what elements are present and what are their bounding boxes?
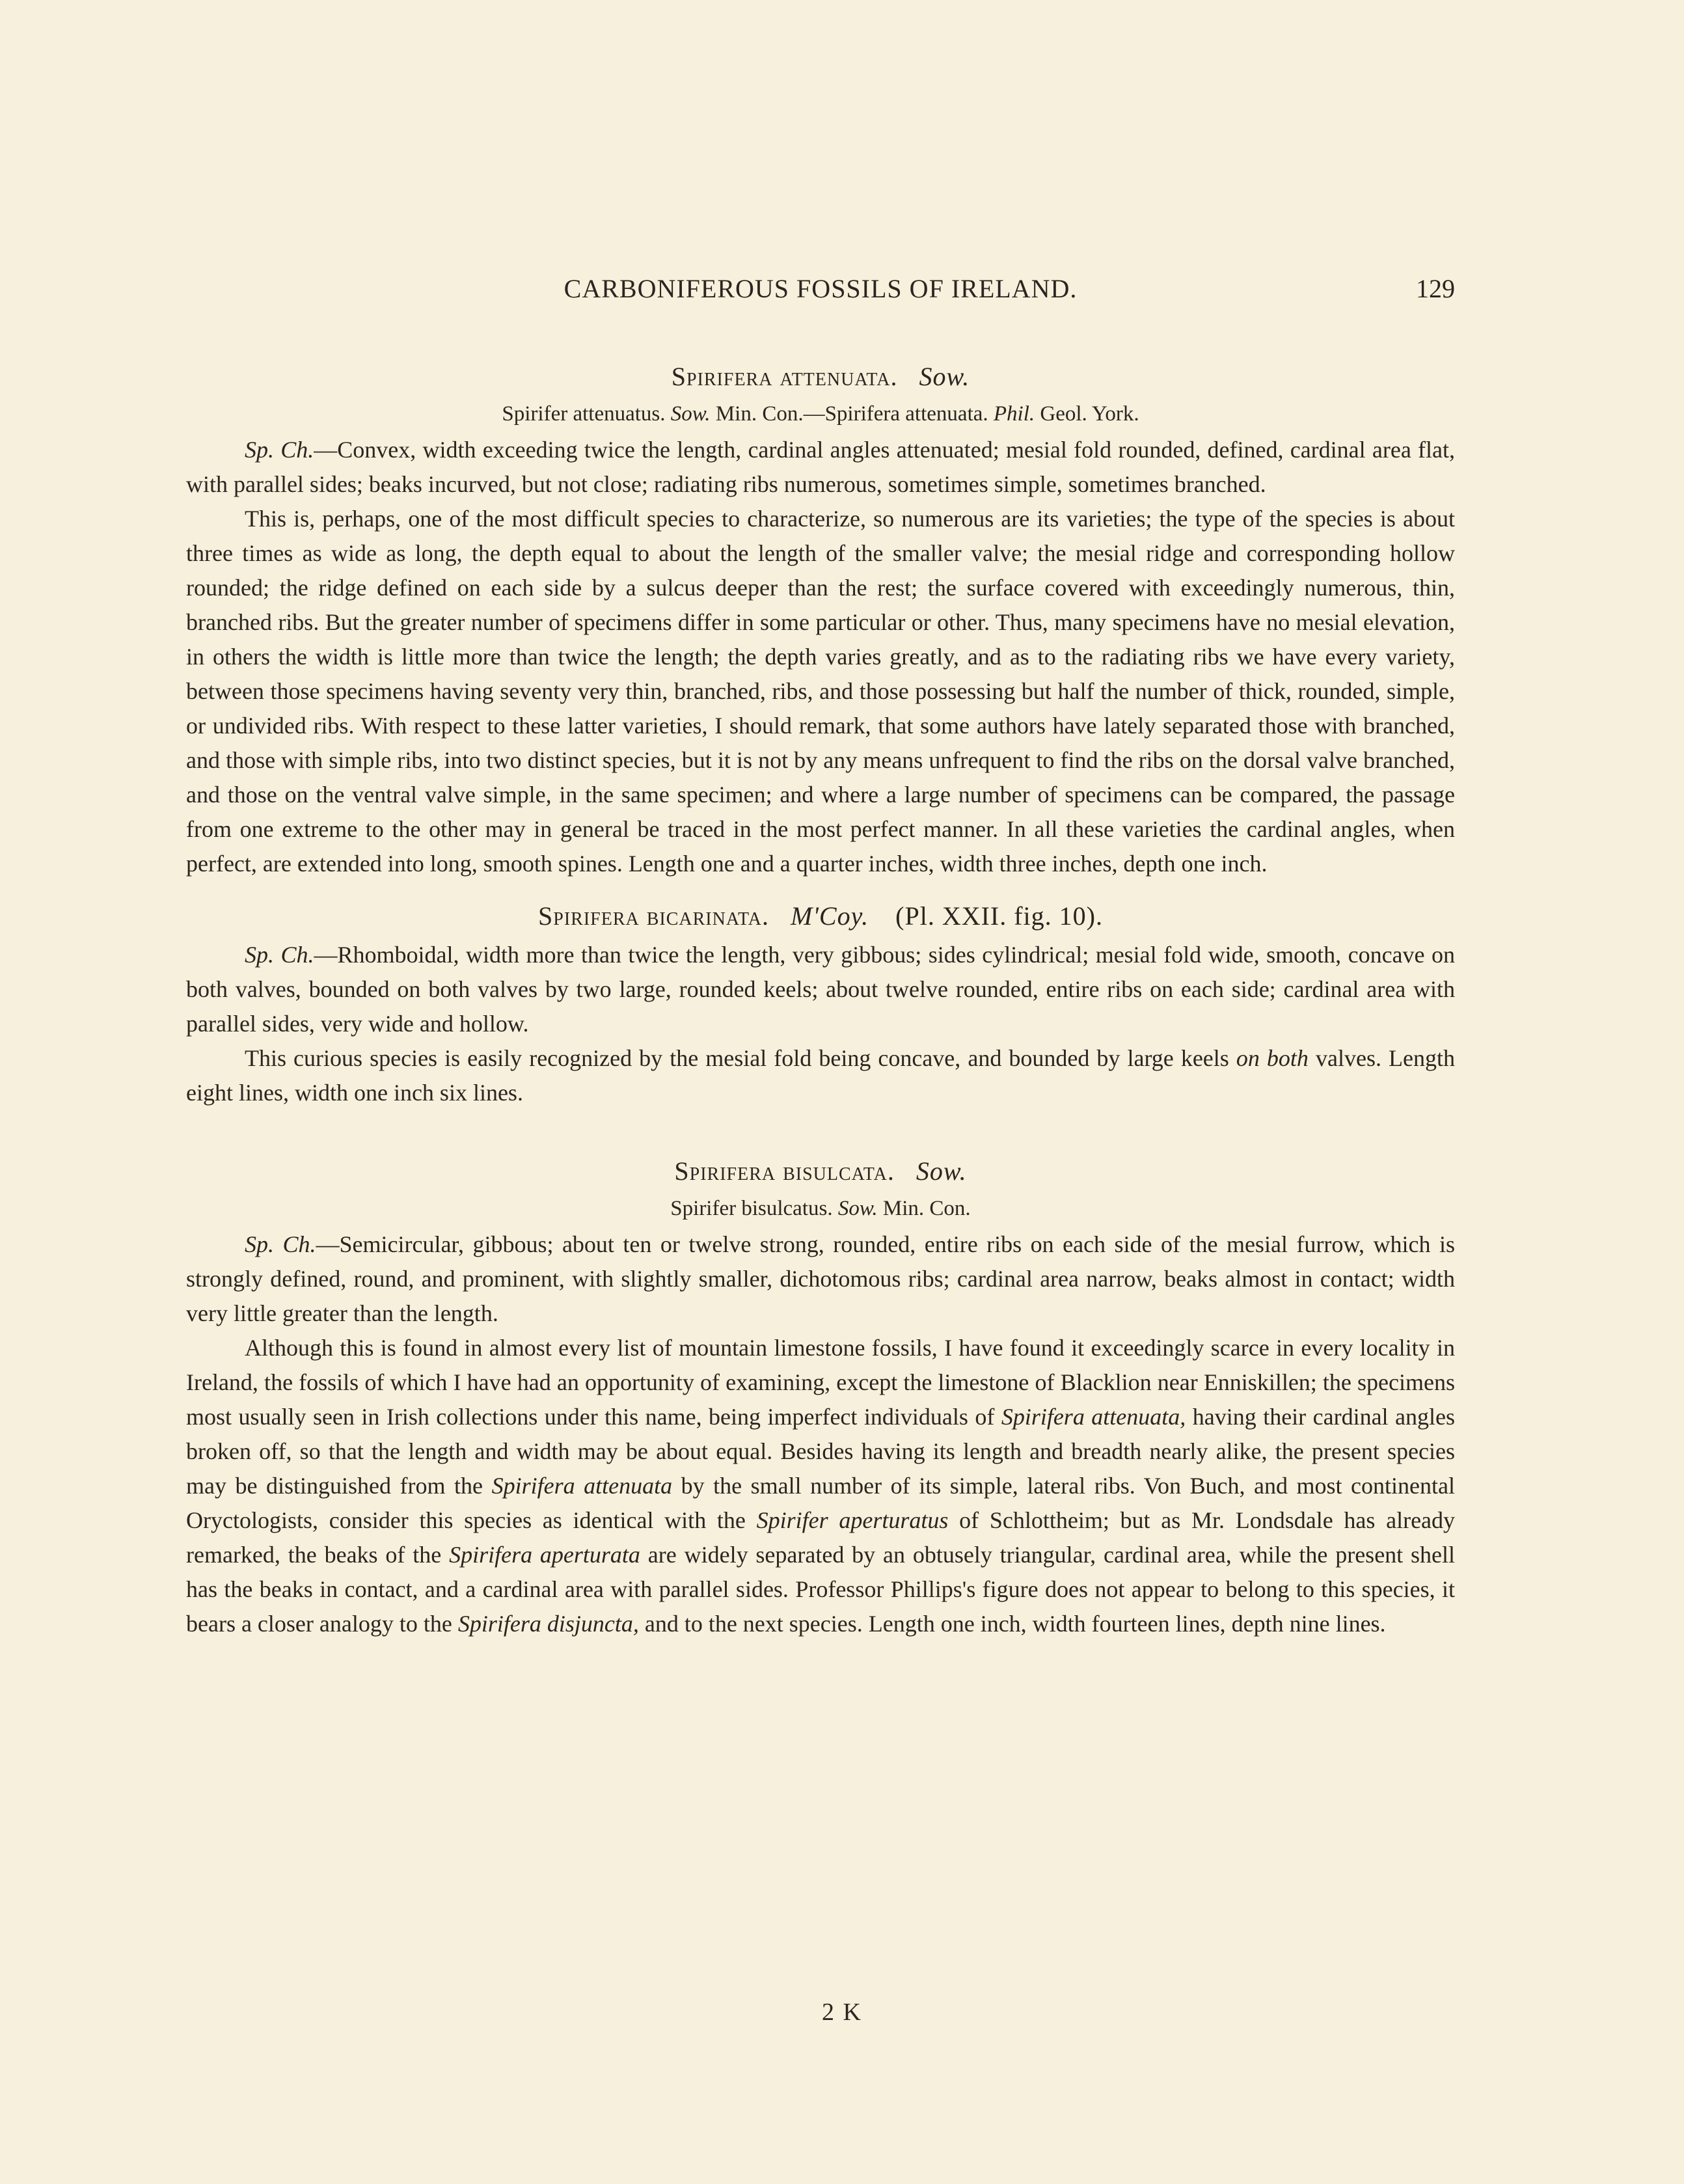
paragraph-text: This curious species is easily recognized by the mesial fold being concave, and bounded by large keels <box>245 1045 1229 1071</box>
page-number: 129 <box>1416 274 1455 303</box>
paragraph-text: are widely separated by an obtusely triangular, cardinal area, while the present shell has the beaks in contact, and a cardinal area with parallel sides. Professor Phillips's figure does not appear to belong to this species, it bears a closer analogy to the <box>186 1542 1456 1637</box>
paragraph-text: —Convex, width exceeding twice the length, cardinal angles attenuated; mesial fold rounded, defined, cardinal area flat, with parallel sides; beaks incurved, but not close; radiating ribs numerous, sometimes simple, sometimes branched. <box>186 437 1455 497</box>
plate-reference: (Pl. XXII. fig. 10). <box>895 901 1103 931</box>
page-body <box>186 361 1455 1641</box>
paragraph-text: Although this is found in almost every list of mountain limestone fossils, I have found it exceedingly scarce in every locality in Ireland, the fossils of which I have had an opportunity of examining, except the limestone of Blacklion near Enniskillen; the specimens most usually seen in Irish collections under this name, being imperfect individuals of <box>186 1335 1455 1430</box>
species-reference: Spirifera attenuata <box>491 1473 673 1499</box>
species-reference: Spirifera attenuata, <box>1001 1404 1186 1430</box>
description-paragraph <box>186 1041 1455 1110</box>
paragraph-text: of Schlottheim; but as Mr. Londsdale has already remarked, the beaks of the <box>186 1507 1456 1568</box>
specific-character-paragraph <box>186 433 1455 502</box>
sp-ch-label: Sp. Ch. <box>245 437 314 463</box>
synonym-text: Min. Con. <box>882 1197 971 1220</box>
synonymy-line <box>186 402 1455 426</box>
species-heading-bicarinata <box>186 901 1455 931</box>
species-reference: Spirifera disjuncta, <box>457 1611 639 1637</box>
description-paragraph: This is, perhaps, one of the most difficult species to characterize, so numerous are its varieties; the type of the species is about three times as wide as long, the depth equal to about the length of the smaller valve; the mesial ridge and corresponding hollow rounded; the ridge defined on each side by a sulcus deeper than the rest; the surface covered with exceedingly numerous, thin, branched ribs. But the greater number of specimens differ in some particular or other. Thus, many specimens have no mesial elevation, in others the width is little more than twice the length; the depth varies greatly, and as to the radiating ribs we have every variety, between those specimens having seventy very thin, branched, ribs, and those possessing but half the number of thick, rounded, simple, or undivided ribs. With respect to these latter varieties, I should remark, that some authors have lately separated those with branched, and those with simple ribs, into two distinct species, but it is not by any means unfrequent to find the ribs on the dorsal valve branched, and those on the ventral valve simple, in the same specimen; and where a large number of specimens can be compared, the passage from one extreme to the other may in general be traced in the most perfect manner. In all these varieties the cardinal angles, when perfect, are extended into long, smooth spines. Length one and a quarter inches, width three inches, depth one inch. <box>186 506 1455 877</box>
specific-character-paragraph <box>186 1227 1455 1331</box>
emphasis-text: on both <box>1236 1045 1309 1071</box>
synonym-author: Sow. <box>670 402 711 426</box>
species-name: Spirifera attenuata. <box>671 362 898 391</box>
paragraph-text: valves. Length eight lines, width one inch six lines. <box>186 1045 1455 1106</box>
species-heading-attenuata <box>186 361 1455 392</box>
synonym-author: Sow. <box>837 1197 878 1220</box>
paragraph-text: by the small number of its simple, lateral ribs. Von Buch, and most continental Oryctologists, consider this species as identical with the <box>186 1473 1455 1533</box>
signature-mark: 2 K <box>822 1999 862 2026</box>
description-paragraph <box>186 1331 1455 1641</box>
species-author: Sow. <box>919 362 970 391</box>
running-head: CARBONIFEROUS FOSSILS OF IRELAND. <box>564 274 1078 303</box>
sp-ch-label: Sp. Ch. <box>245 1231 316 1257</box>
species-name: Spirifera bisulcata. <box>674 1156 895 1186</box>
species-reference: Spirifera aperturata <box>449 1542 640 1568</box>
species-author: Sow. <box>916 1156 967 1186</box>
paragraph-text: and to the next species. Length one inch, width fourteen lines, depth nine lines. <box>644 1611 1386 1637</box>
species-name: Spirifera bicarinata. <box>538 901 770 931</box>
synonym-author: Phil. <box>993 402 1035 426</box>
sp-ch-label: Sp. Ch. <box>245 942 314 968</box>
synonym-text: Spirifer bisulcatus. <box>670 1197 833 1220</box>
page-header <box>186 273 1455 312</box>
synonymy-line <box>186 1197 1455 1221</box>
specific-character-paragraph <box>186 938 1455 1041</box>
paragraph-text: —Semicircular, gibbous; about ten or twelve strong, rounded, entire ribs on each side of the mesial furrow, which is strongly defined, round, and prominent, with slightly smaller, dichotomous ribs; cardinal area narrow, beaks almost in contact; width very little greater than the length. <box>186 1231 1455 1326</box>
species-heading-bisulcata <box>186 1156 1455 1186</box>
paragraph-text: having their cardinal angles broken off, so that the length and width may be about equal. Besides having its length and breadth nearly alike, the present species may be distinguished from the <box>186 1404 1455 1499</box>
paragraph-text: —Rhomboidal, width more than twice the length, very gibbous; sides cylindrical; mesial fold wide, smooth, concave on both valves, bounded on both valves by two large, rounded keels; about twelve rounded, entire ribs on each side; cardinal area with parallel sides, very wide and hollow. <box>186 942 1456 1037</box>
synonym-text: Geol. York. <box>1040 402 1139 426</box>
species-reference: Spirifer aperturatus <box>756 1507 949 1533</box>
species-author: M'Coy. <box>791 901 869 931</box>
synonym-text: Spirifer attenuatus. <box>502 402 666 426</box>
synonym-text: Min. Con.—Spirifera attenuata. <box>715 402 988 426</box>
